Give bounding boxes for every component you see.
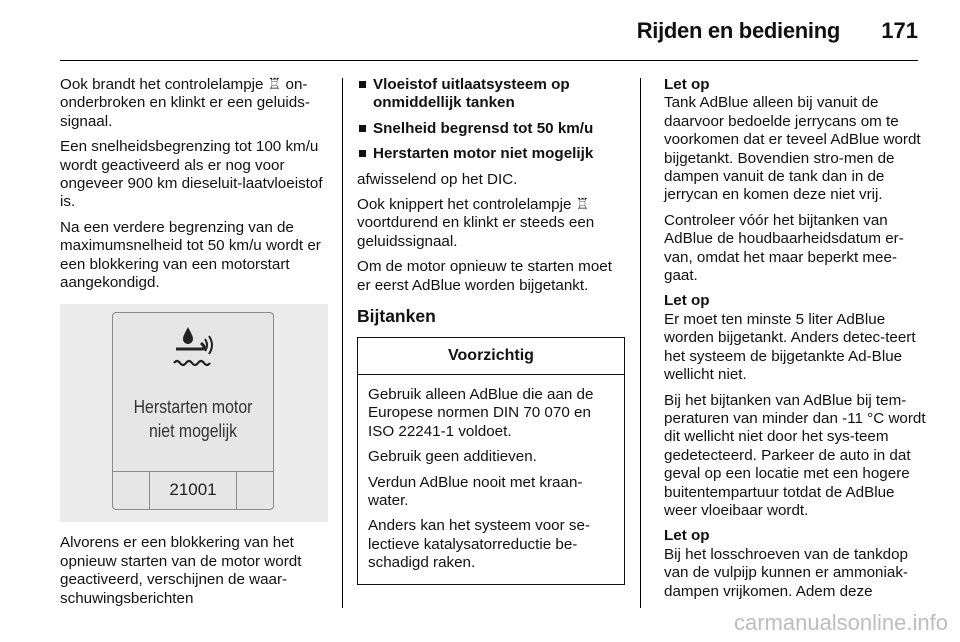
caution-title: Voorzichtig bbox=[358, 338, 624, 374]
note-label: Let op bbox=[664, 527, 710, 545]
note bbox=[664, 527, 926, 601]
caution-body bbox=[358, 375, 624, 584]
dic-display-panel bbox=[112, 312, 274, 510]
note-label: Let op bbox=[664, 292, 710, 310]
paragraph: Een snelheidsbegrenzing tot 100 km/u wordt geactiveerd als er nog voor ongeveer 900 km dieseluit-laatvloeistof is. bbox=[60, 138, 323, 211]
bullet-item: Snelheid begrensd tot 50 km/u bbox=[357, 120, 625, 138]
caution-paragraph: Gebruik geen additieven. bbox=[368, 448, 537, 466]
dic-code: 21001 bbox=[169, 480, 217, 500]
note bbox=[664, 292, 926, 384]
paragraph: Bij het bijtanken van AdBlue bij tem-peraturen van minder dan -11 °C wordt dit wellicht niet door het sys-teem gedetecteerd. Parkeer de auto in dat geval op een locatie met een hogere buitentempartuur totdat de AdBlue weer vloeibaar wordt. bbox=[664, 391, 926, 519]
paragraph: Na een verdere begrenzing van de maximumsnelheid tot 50 km/u wordt er een blokkering van een motorstart aangekondigd. bbox=[60, 218, 321, 292]
paragraph: Ook knippert het controlelampje ♖ voortdurend en klinkt er steeds een geluidssignaal. bbox=[357, 196, 595, 250]
paragraph: Controleer vóór het bijtanken van AdBlue de houdbaarheidsdatum er-van, omdat het maar beperkt mee-gaat. bbox=[664, 211, 904, 285]
column-divider-right bbox=[640, 78, 641, 608]
header-title: Rijden en bediening bbox=[636, 18, 840, 43]
column-left bbox=[60, 76, 328, 615]
column-middle bbox=[357, 76, 625, 585]
note-text: Tank AdBlue alleen bij vanuit de daarvoor bedoelde jerrycans om te voorkomen dat er teveel AdBlue wordt bijgetankt. Bovendien stro-men de dampen vanuit de tank dan in de jerrycan en komen deze niet vrij. bbox=[664, 94, 921, 204]
paragraph: Om de motor opnieuw te starten moet er eerst AdBlue worden bijgetankt. bbox=[357, 258, 612, 294]
bullet-item: Vloeistof uitlaatsysteem op onmiddellijk tanken bbox=[357, 76, 625, 113]
caution-paragraph: Gebruik alleen AdBlue die aan de Europese normen DIN 70 070 en ISO 22241-1 voldoet. bbox=[368, 385, 594, 440]
dic-status-bar bbox=[113, 471, 273, 510]
section-heading: Bijtanken bbox=[357, 306, 436, 327]
dic-message-line: Herstarten motor bbox=[133, 397, 253, 418]
bullet-item: Herstarten motor niet mogelijk bbox=[357, 145, 625, 163]
note-text: Bij het losschroeven van de tankdop van de vulpijp kunnen er ammoniak-dampen vrijkomen. Adem deze bbox=[664, 545, 909, 600]
column-right bbox=[664, 76, 926, 608]
adblue-warning-icon bbox=[168, 323, 218, 373]
note-text: Er moet ten minste 5 liter AdBlue worden bijgetankt. Anders detec-teert het systeem de bijgetankte Ad-Blue wellicht niet. bbox=[664, 310, 916, 384]
paragraph: Alvorens er een blokkering van het opnieuw starten van de motor wordt geactiveerd, verschijnen de waar-schuwingsberichten bbox=[60, 534, 302, 607]
paragraph: Ook brandt het controlelampje ♖ on-onderbroken en klinkt er een geluids-signaal. bbox=[60, 76, 310, 130]
page-number: 171 bbox=[881, 18, 918, 43]
caution-box bbox=[357, 337, 625, 584]
watermark: carmanualsonline.info bbox=[733, 610, 948, 635]
note bbox=[664, 76, 926, 205]
caution-paragraph: Anders kan het systeem voor se-lectieve katalysatorreductie be-schadigd raken. bbox=[368, 517, 591, 572]
dic-message-line: niet mogelijk bbox=[148, 421, 238, 442]
page-header bbox=[0, 0, 960, 60]
note-label: Let op bbox=[664, 76, 710, 93]
caution-paragraph: Verdun AdBlue nooit met kraan-water. bbox=[368, 473, 583, 509]
dic-display-figure bbox=[60, 304, 328, 522]
header-rule bbox=[60, 60, 918, 61]
paragraph: afwisselend op het DIC. bbox=[357, 170, 518, 188]
column-divider-left bbox=[342, 78, 343, 608]
dic-message bbox=[123, 395, 264, 443]
